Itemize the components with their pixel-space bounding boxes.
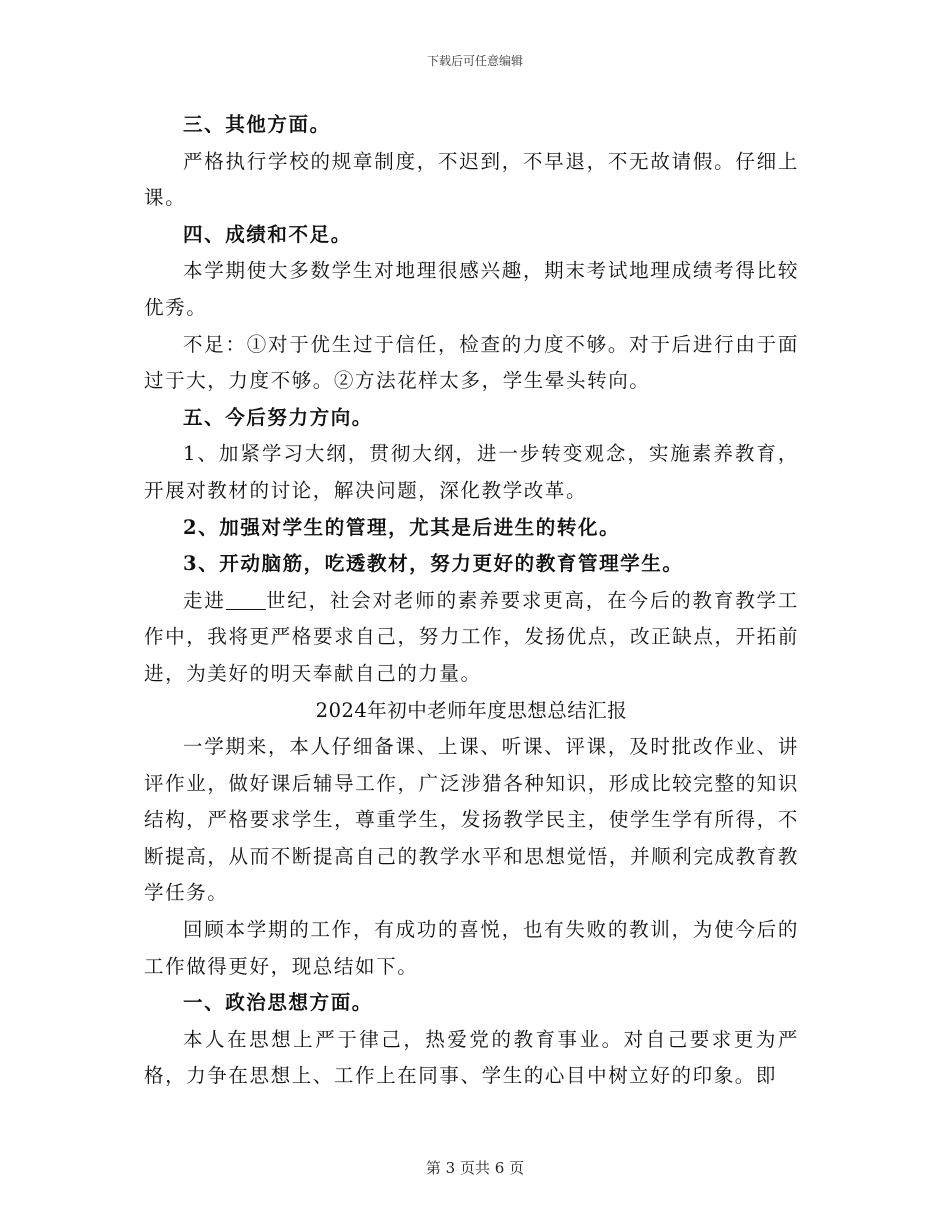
report-title: 2024年初中老师年度思想总结汇报 <box>315 698 628 722</box>
section-heading-political: 一、政治思想方面。 <box>183 991 373 1015</box>
section-heading-other: 三、其他方面。 <box>183 113 331 136</box>
list-item-1: 1、加紧学习大纲，贯彻大纲，进一步转变观念，实施素养教育，开展对教材的讨论，解决问题，深化教学改革。 <box>144 442 799 502</box>
paragraph-review: 回顾本学期的工作，有成功的喜悦，也有失败的教训，为使今后的工作做得更好，现总结如下。 <box>144 918 799 978</box>
paragraph-semester-intro: 一学期来，本人仔细备课、上课、听课、评课，及时批改作业、讲评作业，做好课后辅导工作，广泛涉猎各种知识，形成比较完整的知识结构，严格要求学生，尊重学生，发扬教学民主，使学生学有所得，不断提高，从而不断提高自己的教学水平和思想觉悟，并顺利完成教育教学任务。 <box>144 735 799 905</box>
page-header-note: 下载后可任意编辑 <box>426 54 523 68</box>
closing-text-after-blank: 世纪，社会对老师的素养要求更高，在今后的教育教学工作中，我将更严格要求自己，努力工作，发扬优点，改正缺点，开拓前进，为美好的明天奉献自己的力量。 <box>144 588 799 685</box>
section-heading-future: 五、今后努力方向。 <box>183 405 373 429</box>
paragraph-shortcomings: 不足：①对于优生过于信任，检查的力度不够。对于后进行由于面过于大，力度不够。②方法花样太多，学生晕头转向。 <box>144 332 799 393</box>
section-heading-results: 四、成绩和不足。 <box>183 222 352 246</box>
fill-in-blank <box>226 589 266 610</box>
list-item-2: 2、加强对学生的管理，尤其是后进生的转化。 <box>183 515 621 539</box>
paragraph-rules: 严格执行学校的规章制度，不迟到，不早退，不无故请假。仔细上课。 <box>144 149 799 210</box>
paragraph-results: 本学期使大多数学生对地理很感兴趣，期末考试地理成绩考得比较优秀。 <box>144 259 799 319</box>
closing-text-before-blank: 走进 <box>183 588 226 612</box>
list-item-3: 3、开动脑筋，吃透教材，努力更好的教育管理学生。 <box>183 552 684 576</box>
page-number-footer: 第 3 页共 6 页 <box>425 1159 525 1177</box>
document-body <box>144 107 799 1095</box>
paragraph-political: 本人在思想上严于律己，热爱党的教育事业。对自己要求更为严格，力争在思想上、工作上在同事、学生的心目中树立好的印象。即 <box>144 1027 799 1088</box>
paragraph-closing <box>144 583 799 693</box>
